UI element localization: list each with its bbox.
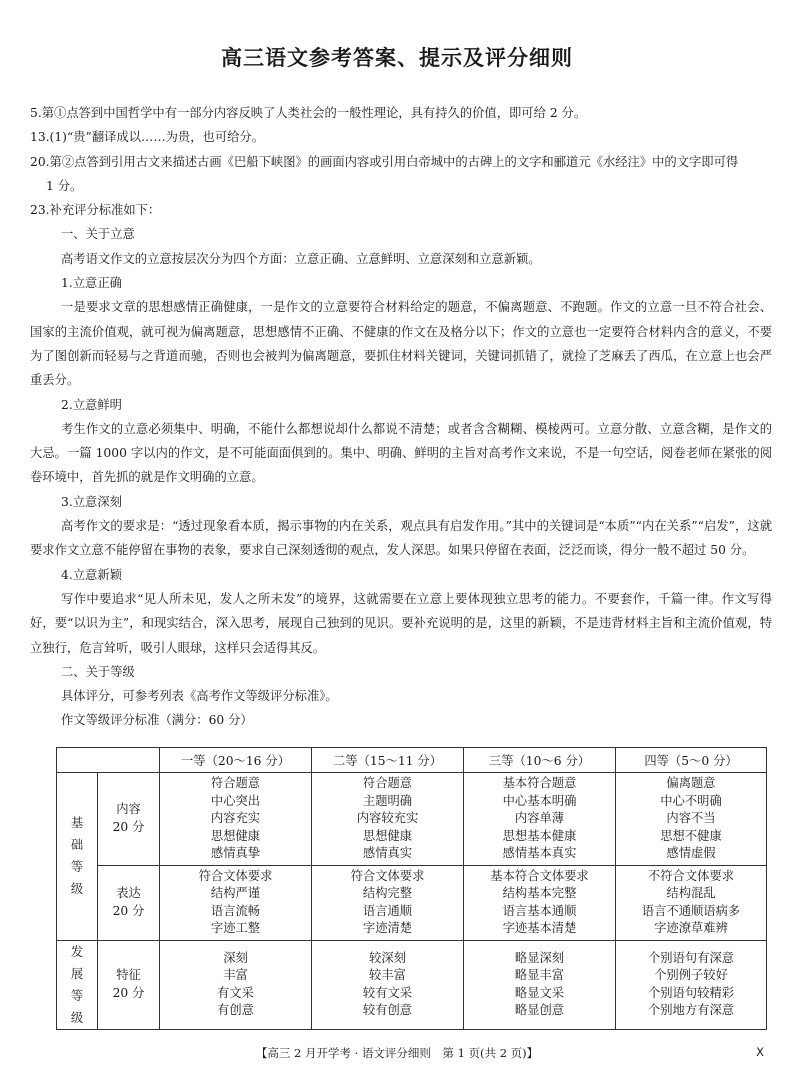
cell-line: 语言通顺 bbox=[362, 903, 413, 918]
cell-line: 思想不健康 bbox=[660, 828, 722, 843]
row-label-content bbox=[98, 773, 160, 866]
group-label-char: 等 bbox=[70, 988, 84, 1003]
group-label-char: 级 bbox=[70, 882, 84, 897]
row-label-expression-name: 表达 bbox=[116, 886, 141, 900]
cell-line: 结构完整 bbox=[362, 886, 413, 900]
cell-line: 个别语句较精彩 bbox=[647, 985, 735, 1000]
answer-content bbox=[30, 101, 772, 733]
row-label-content-score: 20 分 bbox=[112, 819, 145, 834]
subheading-1: 1.立意正确 bbox=[61, 276, 122, 291]
header-grade-4: 四等（5～0 分） bbox=[616, 748, 767, 773]
cell-line: 个别例子较好 bbox=[654, 968, 728, 982]
cell-expression-grade-4 bbox=[616, 865, 767, 940]
group-label-basic-text bbox=[57, 812, 97, 900]
cell-line: 感情基本真实 bbox=[502, 846, 577, 860]
cell-line: 中心突出 bbox=[210, 793, 261, 808]
row-label-feature bbox=[98, 940, 160, 1029]
cell-line: 丰富 bbox=[223, 968, 248, 982]
group-label-char: 础 bbox=[70, 838, 84, 853]
row-label-expression bbox=[98, 865, 160, 940]
cell-line: 语言流畅 bbox=[210, 903, 261, 918]
group-label-char: 等 bbox=[70, 860, 84, 875]
row-label-content-name: 内容 bbox=[116, 802, 141, 817]
page-title: 高三语文参考答案、提示及评分细则 bbox=[221, 46, 573, 70]
cell-line: 感情虚假 bbox=[666, 846, 716, 860]
header-grade-3: 三等（10～6 分） bbox=[464, 748, 616, 773]
cell-line: 较深刻 bbox=[369, 950, 406, 965]
table-corner-cell bbox=[57, 748, 160, 773]
cell-line: 基本符合文体要求 bbox=[490, 868, 589, 883]
body-text-3: 高考作文的要求是：“透过现象看本质，揭示事物的内在关系，观点具有启发作用。”其中的关键词是“本质”“内在关系”“启发”，这就要求作文立意不能停留在事物的表象，要求自己深刻透彻的观点，发人深思。如果只停留在表面，泛泛而谈，得分一般不超过 50 分。 bbox=[30, 519, 772, 558]
cell-line: 较丰富 bbox=[369, 968, 406, 982]
table-row-feature bbox=[57, 940, 767, 1029]
cell-line: 语言基本通顺 bbox=[502, 903, 577, 918]
cell-line: 符合文体要求 bbox=[198, 868, 273, 883]
cell-feature-grade-2 bbox=[312, 940, 464, 1029]
subheading-4: 4.立意新颖 bbox=[61, 567, 122, 582]
section-intro-2: 具体评分，可参考列表《高考作文等级评分标准》。 bbox=[61, 689, 338, 704]
cell-line: 字迹基本清楚 bbox=[502, 921, 577, 935]
cell-line: 有创意 bbox=[217, 1003, 254, 1017]
group-label-development bbox=[57, 940, 98, 1029]
cell-line: 字迹清楚 bbox=[362, 921, 413, 935]
table-row-expression bbox=[57, 865, 767, 940]
answer-item-20-cont: 1 分。 bbox=[46, 178, 83, 193]
cell-line: 个别语句有深意 bbox=[647, 950, 735, 965]
body-text-2: 考生作文的立意必须集中、明确，不能什么都想说却什么都说不清楚；或者含含糊糊、模棱两可。立意分散、立意含糊，是作文的大忌。一篇 1000 字以内的作文，是不可能面面俱到的。集中、明确、鲜明的主旨对高考作文来说，不是一句空话，阅卷老师在紧张的阅卷环境中，首先抓的就是作文明确的立意。 bbox=[30, 421, 772, 485]
cell-expression-grade-2 bbox=[312, 865, 464, 940]
group-label-basic bbox=[57, 773, 98, 941]
cell-line: 思想基本健康 bbox=[502, 828, 577, 843]
cell-line: 不符合文体要求 bbox=[647, 868, 735, 883]
cell-feature-grade-1 bbox=[160, 940, 312, 1029]
cell-line: 字迹潦草难辨 bbox=[654, 921, 728, 935]
group-label-char: 级 bbox=[70, 1010, 84, 1025]
grading-table bbox=[56, 747, 767, 1030]
answer-item-5: 5.第①点答到中国哲学中有一部分内容反映了人类社会的一般性理论，具有持久的价值，即可给 2 分。 bbox=[30, 106, 587, 120]
cell-line: 深刻 bbox=[223, 950, 248, 965]
cell-content-grade-1 bbox=[160, 773, 312, 866]
cell-line: 符合题意 bbox=[362, 776, 413, 790]
group-label-char: 发 bbox=[70, 944, 84, 959]
cell-line: 结构严谨 bbox=[210, 886, 261, 900]
cell-line: 有文采 bbox=[217, 985, 254, 1000]
answer-item-20: 20.第②点答到引用古文来描述古画《巴船下峡图》的画面内容或引用白帝城中的古碑上的文字和郦道元《水经注》中的文字即可得 bbox=[30, 154, 739, 169]
cell-line: 内容单薄 bbox=[514, 811, 565, 825]
cell-line: 中心基本明确 bbox=[502, 793, 577, 808]
cell-feature-grade-3 bbox=[464, 940, 616, 1029]
section-heading-2: 二、关于等级 bbox=[61, 664, 135, 679]
cell-line: 较有文采 bbox=[362, 985, 413, 1000]
cell-line: 略显创意 bbox=[514, 1003, 565, 1017]
footer-mark: X bbox=[756, 1045, 764, 1059]
section-intro-1: 高考语文作文的立意按层次分为四个方面：立意正确、立意鲜明、立意深刻和立意新颖。 bbox=[61, 251, 541, 266]
cell-expression-grade-3 bbox=[464, 865, 616, 940]
cell-line: 中心不明确 bbox=[660, 793, 722, 808]
header-grade-2: 二等（15～11 分） bbox=[312, 748, 464, 773]
cell-line: 略显丰富 bbox=[514, 968, 565, 982]
body-text-4: 写作中要追求“见人所未见，发人之所未发”的境界，这就需要在立意上要体现独立思考的能力。不要套作，千篇一律。作文写得好，要“以识为主”，和现实结合，深入思考，展现自己独到的见识。要补充说明的是，这里的新颖，不是违背材料主旨和主流价值观，特立独行，危言耸听，吸引人眼球，这样只会适得其反。 bbox=[30, 591, 772, 655]
cell-expression-grade-1 bbox=[160, 865, 312, 940]
table-header-row bbox=[57, 748, 767, 773]
cell-line: 基本符合题意 bbox=[502, 776, 577, 790]
cell-line: 思想健康 bbox=[210, 828, 261, 843]
cell-feature-grade-4 bbox=[616, 940, 767, 1029]
table-title: 作文等级评分标准（满分：60 分） bbox=[61, 713, 253, 728]
cell-line: 内容充实 bbox=[210, 811, 261, 825]
section-heading-1: 一、关于立意 bbox=[61, 227, 135, 242]
cell-line: 内容不当 bbox=[666, 811, 716, 825]
cell-line: 略显文采 bbox=[514, 985, 565, 1000]
cell-line: 符合题意 bbox=[210, 776, 261, 790]
cell-line: 略显深刻 bbox=[514, 950, 565, 965]
cell-line: 内容较充实 bbox=[356, 811, 419, 825]
subheading-2: 2.立意鲜明 bbox=[61, 397, 122, 412]
cell-line: 个别地方有深意 bbox=[647, 1003, 735, 1017]
cell-line: 字迹工整 bbox=[210, 921, 261, 935]
group-label-char: 展 bbox=[70, 966, 84, 981]
cell-line: 偏离题意 bbox=[666, 776, 716, 790]
row-label-expression-score: 20 分 bbox=[112, 903, 145, 918]
cell-line: 感情真实 bbox=[362, 846, 413, 860]
cell-line: 思想健康 bbox=[362, 828, 413, 843]
subheading-3: 3.立意深刻 bbox=[61, 494, 122, 509]
answer-item-23: 23.补充评分标准如下： bbox=[30, 203, 161, 218]
cell-line: 较有创意 bbox=[362, 1003, 413, 1017]
cell-line: 语言不通顺语病多 bbox=[641, 903, 741, 918]
row-label-feature-score: 20 分 bbox=[112, 985, 145, 1000]
table-row-content bbox=[57, 773, 767, 866]
cell-line: 主题明确 bbox=[362, 793, 413, 808]
answer-item-13: 13.(1)“贵”翻译成以……为贵，也可给分。 bbox=[30, 130, 265, 145]
cell-content-grade-3 bbox=[464, 773, 616, 866]
cell-content-grade-4 bbox=[616, 773, 767, 866]
header-grade-1: 一等（20～16 分） bbox=[160, 748, 312, 773]
cell-line: 结构混乱 bbox=[666, 886, 716, 900]
row-label-feature-name: 特征 bbox=[116, 968, 141, 982]
cell-line: 结构基本完整 bbox=[502, 886, 577, 900]
footer-page-info: 【高三 2 月开学考 · 语文评分细则 第 1 页(共 2 页)】 bbox=[255, 1046, 539, 1060]
cell-line: 感情真挚 bbox=[210, 846, 261, 860]
group-label-development-text bbox=[57, 941, 97, 1029]
cell-line: 符合文体要求 bbox=[350, 868, 425, 883]
group-label-char: 基 bbox=[70, 816, 84, 831]
cell-content-grade-2 bbox=[312, 773, 464, 866]
body-text-1: 一是要求文章的思想感情正确健康，一是作文的立意要符合材料给定的题意，不偏离题意、不跑题。作文的立意一旦不符合社会、国家的主流价值观，就可视为偏离题意，思想感情不正确、不健康的作文在及格分以下；作文的立意也一定要符合材料内含的意义，不要为了图创新而轻易与之背道而驰，否则也会被判为偏离题意，要抓住材料关键词，关键词抓错了，就捡了芝麻丢了西瓜，在立意上也会严重丢分。 bbox=[30, 300, 772, 388]
